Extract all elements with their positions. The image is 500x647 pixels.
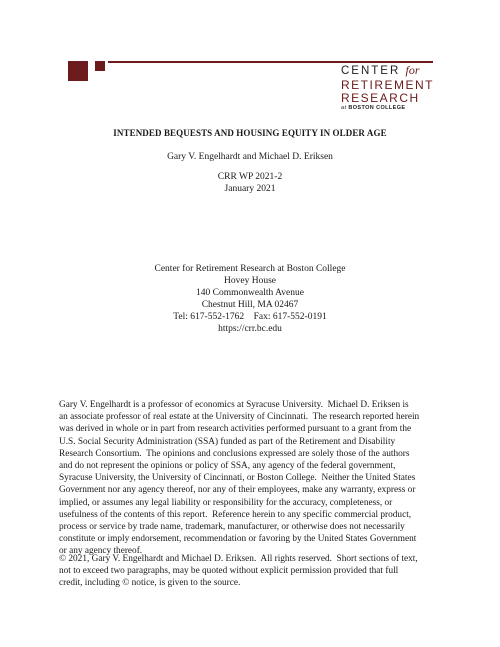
logo-line-retirement: RETIREMENT — [341, 77, 434, 92]
logo-bc-word: BOSTON COLLEGE — [348, 104, 406, 111]
header-rule — [108, 61, 433, 63]
paper-authors: Gary V. Engelhardt and Michael D. Eriksen — [167, 152, 333, 162]
address-phone-fax: Tel: 617-552-1762 Fax: 617-552-0191 — [173, 312, 327, 322]
institution-address — [0, 263, 500, 335]
disclaimer-line: an associate professor of real estate at the University of Cincinnati. The research reported herein — [59, 412, 420, 423]
disclaimer-line: process or service by trade name, trademark, manufacturer, or otherwise does not necessarily — [59, 522, 405, 533]
disclaimer-line: constitute or imply endorsement, recommendation or favoring by the United States Government — [59, 534, 417, 545]
working-paper-date: January 2021 — [224, 184, 276, 194]
disclaimer-line: Syracuse University, the University of Cincinnati, or Boston College. Neither the United States — [59, 473, 416, 484]
copyright-paragraph — [59, 553, 443, 590]
copyright-line: not to exceed two paragraphs, may be quoted without explicit permission provided that full — [59, 566, 399, 577]
logo-at-word: at — [341, 104, 347, 111]
address-url[interactable]: https://crr.bc.edu — [218, 324, 282, 334]
crr-logo — [341, 64, 441, 111]
working-paper-number: CRR WP 2021-2 — [217, 172, 283, 182]
logo-for-word: for — [405, 63, 420, 77]
copyright-line: © 2021, Gary V. Engelhardt and Michael D. Eriksen. All rights reserved. Short sections of text, — [59, 554, 418, 564]
disclaimer-paragraph — [59, 399, 443, 558]
logo-center-word: CENTER — [341, 65, 401, 77]
disclaimer-line: usefulness of the contents of this report. Reference herein to any specific commercial product, — [59, 509, 412, 520]
address-city: Chestnut Hill, MA 02467 — [201, 300, 299, 310]
copyright-line: credit, including © notice, is given to the source. — [59, 578, 241, 589]
working-paper-info — [0, 171, 500, 195]
paper-title: INTENDED BEQUESTS AND HOUSING EQUITY IN OLDER AGE — [113, 128, 387, 138]
logo-square-small — [95, 61, 105, 71]
disclaimer-line: was derived in whole or in part from research activities performed pursuant to a grant from the — [59, 424, 412, 435]
disclaimer-line: Government nor any agency thereof, nor any of their employees, make any warranty, express or — [59, 485, 416, 496]
address-building: Hovey House — [224, 276, 276, 286]
address-org: Center for Retirement Research at Boston College — [154, 264, 346, 274]
disclaimer-line: implied, or assumes any legal liability or responsibility for the accuracy, completeness, or — [59, 497, 393, 508]
logo-line-bc — [341, 106, 441, 112]
disclaimer-line: Research Consortium. The opinions and conclusions expressed are solely those of the authors — [59, 448, 410, 459]
address-street: 140 Commonwealth Avenue — [195, 288, 304, 298]
disclaimer-line: and do not represent the opinions or policy of SSA, any agency of the federal government, — [59, 461, 396, 472]
disclaimer-line: U.S. Social Security Administration (SSA) funded as part of the Retirement and Disability — [59, 436, 396, 447]
logo-line-center — [341, 64, 441, 78]
logo-square-large — [68, 61, 88, 81]
logo-line-research: RESEARCH — [341, 90, 420, 105]
disclaimer-line: or any agency thereof. — [59, 546, 143, 557]
disclaimer-line: Gary V. Engelhardt is a professor of economics at Syracuse University. Michael D. Eriksen is — [59, 400, 409, 410]
